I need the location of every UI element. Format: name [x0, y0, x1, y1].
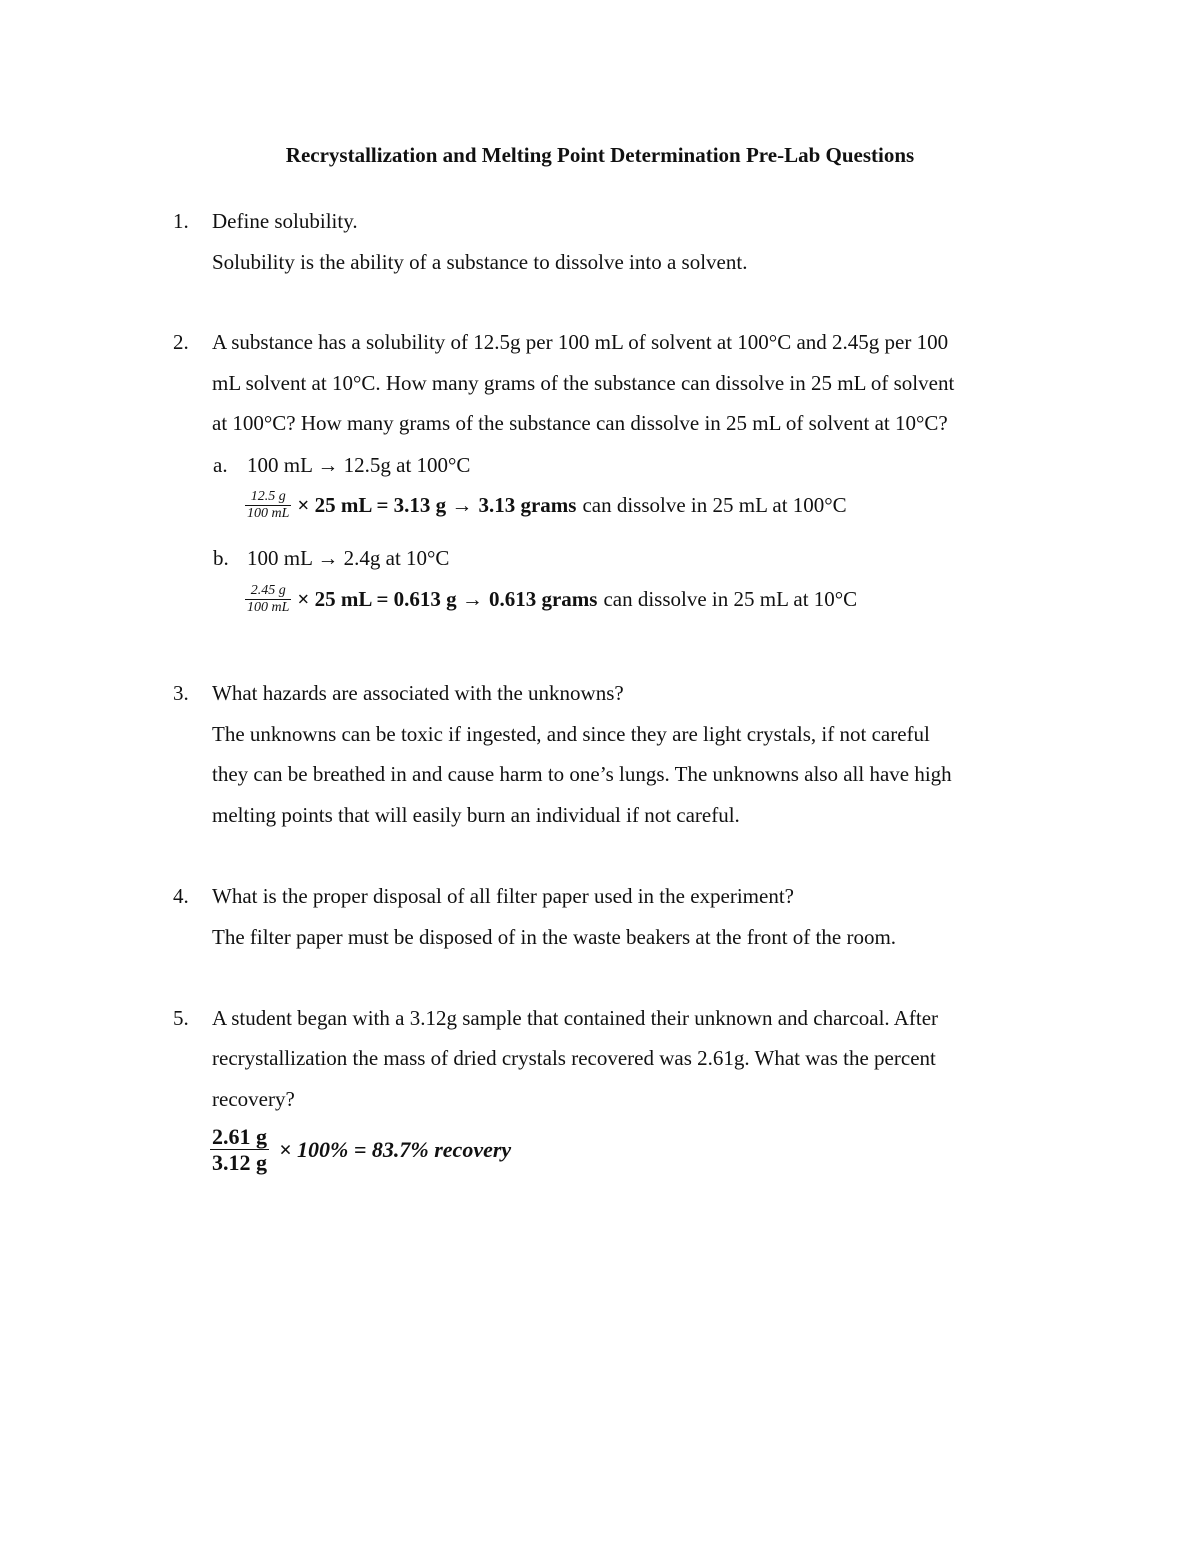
q2b-denominator: 100 mL — [247, 600, 290, 616]
q2b-calculation — [245, 583, 857, 616]
q3-answer-line: melting points that will easily burn an individual if not careful. — [212, 803, 740, 827]
q2a-given: 100 mL → 12.5g at 100°C — [247, 453, 471, 477]
q2-question-line: mL solvent at 10°C. How many grams of the substance can dissolve in 25 mL of solvent — [212, 371, 955, 395]
q3-question: What hazards are associated with the unknowns? — [212, 681, 624, 705]
q2a-calculation — [245, 489, 847, 522]
q1-number: 1. — [173, 209, 189, 233]
q2a-expression: × 25 mL = 3.13 g → — [297, 493, 473, 518]
q5-expression: × 100% = 83.7% recovery — [279, 1136, 512, 1162]
q5-numerator: 2.61 g — [212, 1124, 267, 1149]
q2b-result-text: can dissolve in 25 mL at 10°C — [603, 587, 858, 612]
q2b-given: 100 mL → 2.4g at 10°C — [247, 546, 450, 570]
q5-question-line: recovery? — [212, 1087, 295, 1111]
q2-number: 2. — [173, 330, 189, 354]
q2b-expression: × 25 mL = 0.613 g → — [297, 587, 483, 612]
q5-question-line: recrystallization the mass of dried crystals recovered was 2.61g. What was the percent — [212, 1046, 936, 1070]
q5-question-line: A student began with a 3.12g sample that contained their unknown and charcoal. After — [212, 1006, 939, 1030]
q2a-denominator: 100 mL — [247, 506, 290, 522]
q2a-result: 3.13 grams — [478, 493, 577, 518]
q3-answer-line: they can be breathed in and cause harm to one’s lungs. The unknowns also all have high — [212, 762, 952, 786]
q2a-numerator: 12.5 g — [250, 489, 286, 504]
q3-number: 3. — [173, 681, 189, 705]
q4-number: 4. — [173, 884, 189, 908]
q2a-fraction — [245, 489, 291, 522]
q5-fraction — [210, 1124, 269, 1176]
q4-answer: The filter paper must be disposed of in the waste beakers at the front of the room. — [212, 925, 897, 949]
q2b-letter: b. — [213, 546, 229, 570]
q2b-result: 0.613 grams — [488, 587, 598, 612]
q5-calculation — [210, 1124, 511, 1176]
q2a-letter: a. — [213, 453, 228, 477]
q2-question-line: at 100°C? How many grams of the substance can dissolve in 25 mL of solvent at 10°C? — [212, 411, 948, 435]
q2b-fraction — [245, 583, 291, 616]
q1-answer: Solubility is the ability of a substance to dissolve into a solvent. — [212, 250, 748, 274]
q3-answer-line: The unknowns can be toxic if ingested, and since they are light crystals, if not careful — [212, 722, 930, 746]
q1-question: Define solubility. — [212, 209, 358, 233]
q2b-numerator: 2.45 g — [250, 583, 286, 598]
q2a-result-text: can dissolve in 25 mL at 100°C — [582, 493, 847, 518]
q4-question: What is the proper disposal of all filter paper used in the experiment? — [212, 884, 794, 908]
q5-denominator: 3.12 g — [212, 1150, 267, 1176]
q2-question-line: A substance has a solubility of 12.5g per 100 mL of solvent at 100°C and 2.45g per 100 — [212, 330, 949, 354]
q5-number: 5. — [173, 1006, 189, 1030]
page-title: Recrystallization and Melting Point Determination Pre-Lab Questions — [285, 143, 915, 167]
